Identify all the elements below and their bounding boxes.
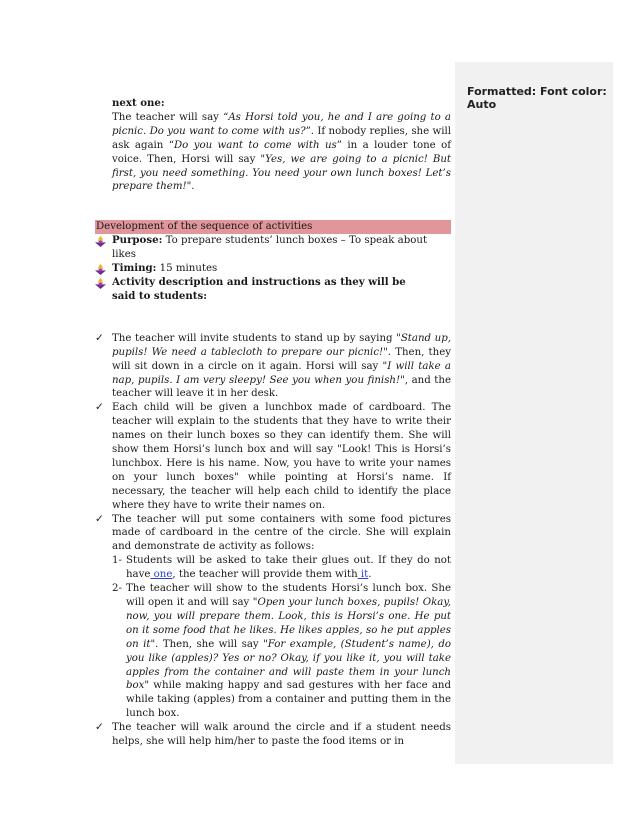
checkmark-icon: ✓ — [95, 401, 104, 414]
numbered-item-2 — [95, 582, 451, 721]
text-run: ". Then, they will sit down in a circle on it again. Horsi will say " — [112, 346, 451, 372]
text-run: ", and the teacher will leave it in her desk. — [112, 374, 451, 400]
intro-heading: next one: — [112, 97, 165, 109]
spacer — [95, 304, 451, 332]
step-2 — [95, 401, 451, 512]
checkmark-icon: ✓ — [95, 721, 104, 734]
step-1 — [95, 332, 451, 402]
purple-diamond-arrow-icon — [95, 264, 106, 275]
item-label: Activity description and instructions as they will be said to students: — [112, 275, 406, 302]
step-text: Each child will be given a lunchbox made of cardboard. The teacher will explain to the students that they have to write their names on their lunch boxes so they can identify them. She will show them Horsi’s lunch box and will say "Look! This is Horsi’s lunchbox. Here is his name. Now, you have to write your names on your lunch boxes" while pointing at Horsi’s name. If necessary, the teacher will help each child to identify the place where they have to write their names on. — [112, 402, 451, 511]
text-run: . — [368, 569, 372, 581]
comment-link-one[interactable]: one — [150, 569, 173, 581]
item-number: 2- — [112, 583, 122, 595]
comment-title: Formatted: Font color: Auto — [467, 85, 607, 111]
purple-diamond-arrow-icon — [95, 278, 106, 289]
item-text: 15 minutes — [156, 263, 218, 275]
purpose-item — [95, 234, 451, 262]
text-run: ”. If nobody replies, she will ask again “ — [112, 125, 451, 151]
timing-item — [95, 262, 451, 276]
italic-run: As Horsi told you, he and I are going to a picnic. Do you want to come with us? — [112, 111, 451, 137]
text-run: , the teacher will provide them with — [172, 569, 358, 581]
italic-run: I will take a nap, pupils. I am very sleepy! See you when you finish! — [112, 360, 451, 386]
text-run: ". — [186, 181, 195, 193]
comment-pane — [455, 62, 613, 764]
text-run: ". Then, she will say " — [150, 638, 268, 650]
item-label: Timing: — [112, 262, 157, 275]
text-run: The teacher will show to the students Horsi’s lunch box. She will open it and will say " — [126, 583, 451, 608]
activity-item — [95, 276, 418, 304]
item-number: 1- — [112, 555, 122, 567]
purple-diamond-arrow-icon — [95, 236, 106, 247]
document-body — [95, 97, 451, 749]
text-run: Students will be asked to take their glues out. If they do not have — [126, 555, 451, 581]
checkmark-icon: ✓ — [95, 331, 104, 344]
text-run: The teacher will invite students to stand up by saying " — [112, 332, 401, 344]
step-4 — [95, 721, 451, 749]
item-text: To prepare students’ lunch boxes – To speak about likes — [112, 235, 428, 261]
step-text: The teacher will walk around the circle and if a student needs helps, she will help him/her to paste the food items or in — [112, 722, 451, 748]
italic-run: Do you want to come with us — [173, 139, 337, 151]
text-run: " while making happy and sad gestures with her face and while taking (apples) from a container and putting them in the lunch box. — [126, 680, 451, 720]
italic-run: Stand up, pupils! We need a tablecloth to prepare our picnic! — [112, 332, 451, 358]
section-header: Development of the sequence of activities — [95, 220, 451, 234]
item-label: Purpose: — [112, 234, 163, 247]
italic-run: For example, (Student’s name), do you like (apples)? Yes or no? Okay, if you like it, you will take apples from the container and will paste them in your lunch box — [126, 638, 451, 692]
step-3 — [95, 513, 451, 555]
checkmark-icon: ✓ — [95, 512, 104, 525]
intro-paragraph — [95, 111, 451, 194]
step-text: The teacher will put some containers with some food pictures made of cardboard in the centre of the circle. She will explain and demonstrate de activity as follows: — [112, 513, 451, 553]
numbered-item-1 — [95, 554, 451, 582]
italic-run: Open your lunch boxes, pupils! Okay, now, you will prepare them. Look, this is Horsi’s one. He put on it some food that he likes. He likes apples, so he put apples on it — [126, 597, 451, 650]
spacer — [95, 194, 451, 220]
italic-run: Yes, we are going to a picnic! But first, you need something. You need your own lunch boxes! Let’s prepare them! — [112, 153, 451, 193]
text-run: ” in a louder tone of voice. Then, Horsi will say " — [112, 139, 451, 165]
text-run: The teacher will say “ — [112, 111, 229, 123]
comment-link-it[interactable]: it — [357, 569, 369, 581]
